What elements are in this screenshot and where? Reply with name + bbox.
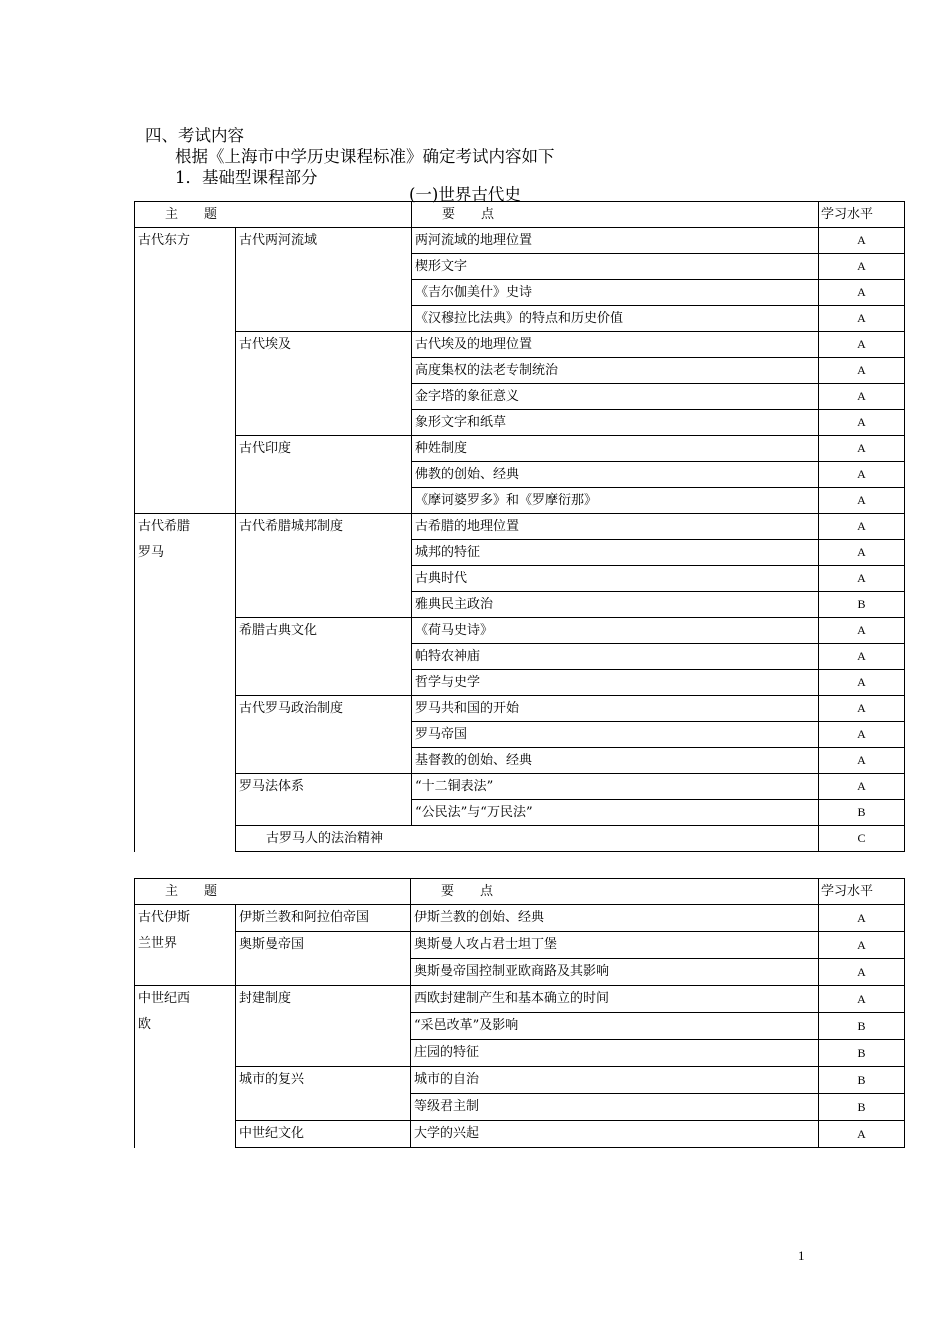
level-cell: A — [819, 280, 905, 306]
level-cell: A — [819, 358, 905, 384]
point-cell: 罗马帝国 — [412, 722, 819, 748]
point-cell: 楔形文字 — [412, 254, 819, 280]
page-number: 1 — [798, 1248, 805, 1263]
level-cell: A — [819, 410, 905, 436]
level-cell: A — [819, 306, 905, 332]
theme-line: 古代伊斯 — [138, 910, 191, 925]
theme-line: 兰世界 — [138, 936, 178, 951]
theme-line: 中世纪西 — [138, 991, 191, 1006]
level-cell: B — [819, 800, 905, 826]
point-cell: 古代埃及的地理位置 — [412, 332, 819, 358]
point-cell: 佛教的创始、经典 — [412, 462, 819, 488]
topic-cell: 城市的复兴 — [236, 1067, 411, 1121]
topic-cell: 希腊古典文化 — [236, 618, 412, 696]
level-cell: A — [819, 905, 905, 932]
point-cell: 两河流域的地理位置 — [412, 228, 819, 254]
level-cell: A — [819, 618, 905, 644]
header-theme: 主 题 — [135, 202, 412, 228]
section-heading: 四、考试内容 — [145, 126, 244, 145]
table-row — [135, 826, 905, 852]
point-cell: 《汉穆拉比法典》的特点和历史价值 — [412, 306, 819, 332]
table-row — [135, 774, 905, 800]
point-cell: 高度集权的法老专制统治 — [412, 358, 819, 384]
topic-cell: 伊斯兰教和阿拉伯帝国 — [236, 905, 411, 932]
table-row — [135, 1121, 905, 1148]
point-cell: 《吉尔伽美什》史诗 — [412, 280, 819, 306]
level-cell: B — [819, 1040, 905, 1067]
theme-cell: 古代东方 — [135, 228, 236, 514]
point-cell: 种姓制度 — [412, 436, 819, 462]
table-row — [135, 986, 905, 1013]
header-points: 要 点 — [411, 879, 819, 905]
point-cell: 奥斯曼人攻占君士坦丁堡 — [411, 932, 819, 959]
theme-line: 欧 — [138, 1017, 152, 1032]
level-cell: A — [819, 696, 905, 722]
point-cell: 庄园的特征 — [411, 1040, 819, 1067]
point-cell: “公民法”与“万民法” — [412, 800, 819, 826]
theme-cell — [135, 905, 236, 986]
level-cell: A — [819, 722, 905, 748]
point-cell: 古希腊的地理位置 — [412, 514, 819, 540]
theme-cell — [135, 514, 236, 852]
level-cell: A — [819, 384, 905, 410]
topic-cell: 中世纪文化 — [236, 1121, 411, 1148]
topic-cell: 罗马法体系 — [236, 774, 412, 826]
level-cell: A — [819, 986, 905, 1013]
table-subtitle: (一)世界古代史 — [409, 185, 521, 204]
theme-line: 罗马 — [138, 545, 165, 560]
level-cell: A — [819, 540, 905, 566]
level-cell: A — [819, 748, 905, 774]
point-cell: 帕特农神庙 — [412, 644, 819, 670]
topic-cell: 古代印度 — [236, 436, 412, 514]
topic-cell: 古代罗马政治制度 — [236, 696, 412, 774]
point-cell: 等级君主制 — [411, 1094, 819, 1121]
level-cell: A — [819, 1121, 905, 1148]
point-cell: 城邦的特征 — [412, 540, 819, 566]
point-cell: 哲学与史学 — [412, 670, 819, 696]
theme-line: 古代希腊 — [138, 519, 191, 534]
level-cell: B — [819, 592, 905, 618]
point-cell: 大学的兴起 — [411, 1121, 819, 1148]
point-cell: 伊斯兰教的创始、经典 — [411, 905, 819, 932]
point-cell: 《荷马史诗》 — [412, 618, 819, 644]
topic-cell: 古代两河流域 — [236, 228, 412, 332]
topic-cell: 封建制度 — [236, 986, 411, 1067]
level-cell: A — [819, 254, 905, 280]
topic-cell: 奥斯曼帝国 — [236, 932, 411, 986]
topic-cell: 古代希腊城邦制度 — [236, 514, 412, 618]
point-cell: 《摩诃婆罗多》和《罗摩衍那》 — [412, 488, 819, 514]
point-cell: 象形文字和纸草 — [412, 410, 819, 436]
point-cell: 西欧封建制产生和基本确立的时间 — [411, 986, 819, 1013]
world-medieval-history-table — [134, 878, 905, 1148]
table-row — [135, 514, 905, 540]
level-cell: A — [819, 566, 905, 592]
part-heading: 1．基础型课程部分 — [175, 168, 318, 187]
level-cell: A — [819, 514, 905, 540]
level-cell: A — [819, 436, 905, 462]
level-cell: B — [819, 1013, 905, 1040]
point-cell: 奥斯曼帝国控制亚欧商路及其影响 — [411, 959, 819, 986]
theme-cell — [135, 986, 236, 1148]
point-cell: 古典时代 — [412, 566, 819, 592]
table-header-row — [135, 202, 905, 228]
point-cell: “采邑改革”及影响 — [411, 1013, 819, 1040]
table-row — [135, 332, 905, 358]
point-cell: 罗马共和国的开始 — [412, 696, 819, 722]
level-cell: B — [819, 1094, 905, 1121]
level-cell: A — [819, 644, 905, 670]
table-row — [135, 228, 905, 254]
point-cell: 基督教的创始、经典 — [412, 748, 819, 774]
level-cell: A — [819, 670, 905, 696]
table-row — [135, 932, 905, 959]
level-cell: A — [819, 332, 905, 358]
point-cell: 城市的自治 — [411, 1067, 819, 1094]
table-row — [135, 905, 905, 932]
header-theme: 主 题 — [135, 879, 411, 905]
topic-cell: 古代埃及 — [236, 332, 412, 436]
level-cell: A — [819, 959, 905, 986]
point-cell: 金字塔的象征意义 — [412, 384, 819, 410]
level-cell: A — [819, 462, 905, 488]
level-cell: A — [819, 488, 905, 514]
level-cell: C — [819, 826, 905, 852]
table-row — [135, 696, 905, 722]
level-cell: A — [819, 932, 905, 959]
summary-cell: 古罗马人的法治精神 — [236, 826, 819, 852]
point-cell: 雅典民主政治 — [412, 592, 819, 618]
point-cell: “十二铜表法” — [412, 774, 819, 800]
table-header-row — [135, 879, 905, 905]
header-level: 学习水平 — [819, 879, 905, 905]
level-cell: B — [819, 1067, 905, 1094]
level-cell: A — [819, 774, 905, 800]
world-ancient-history-table — [134, 201, 905, 852]
table-row — [135, 436, 905, 462]
intro-text: 根据《上海市中学历史课程标准》确定考试内容如下 — [175, 147, 555, 166]
table-row — [135, 618, 905, 644]
header-level: 学习水平 — [819, 202, 905, 228]
header-points: 要 点 — [412, 202, 819, 228]
level-cell: A — [819, 228, 905, 254]
table-row — [135, 1067, 905, 1094]
